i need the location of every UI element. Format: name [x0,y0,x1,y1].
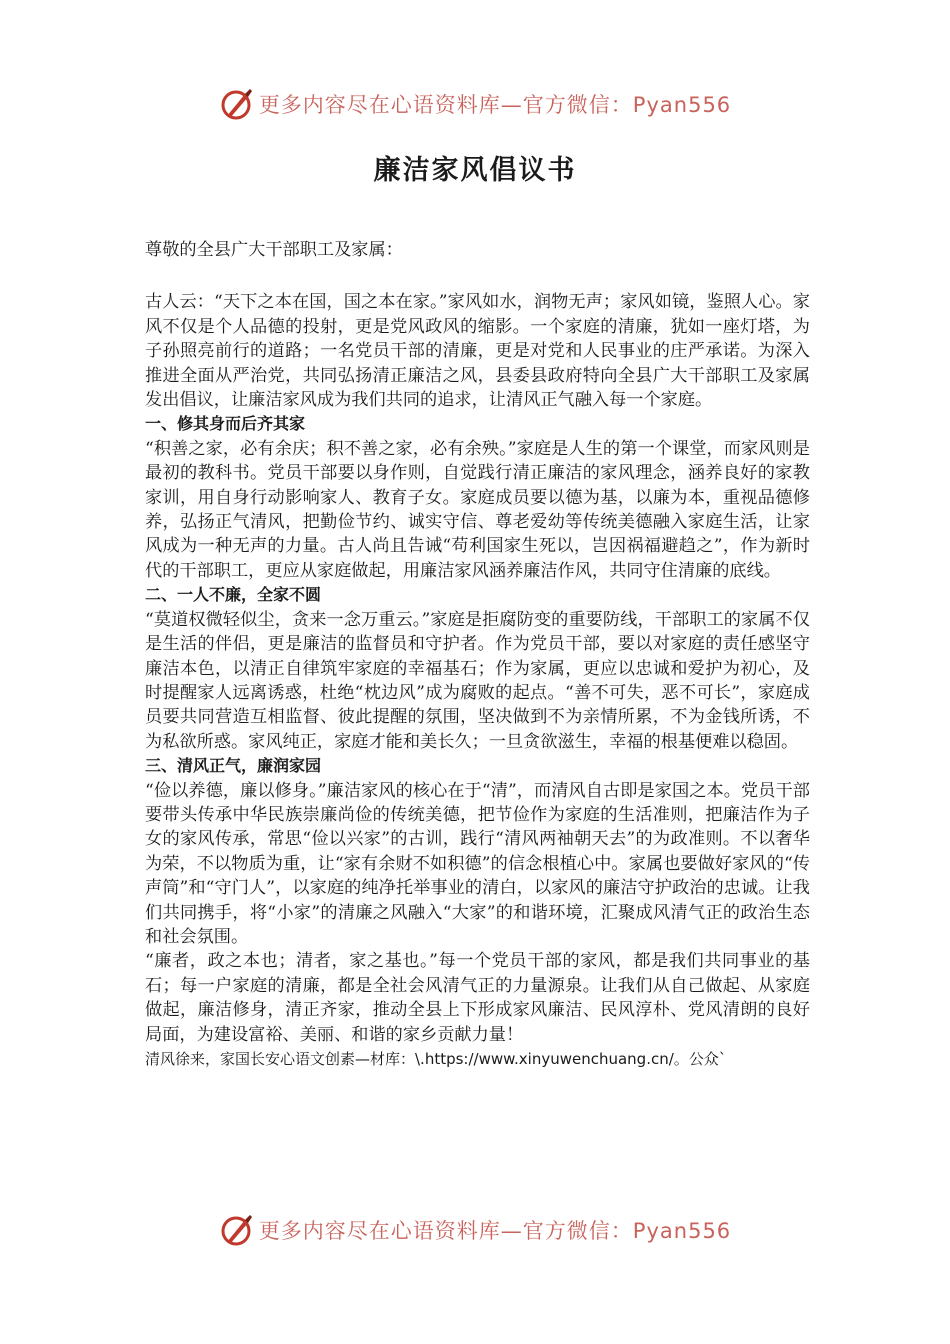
document-title: 廉洁家风倡议书 [373,155,577,186]
banner-text: 更多内容尽在心语资料库—官方微信：Pyan556 [258,93,732,117]
closing-paragraph: “廉者，政之本也；清者，家之基也。”每一个党员干部的家风，都是我们共同事业的基石；每一户家庭的清廉，都是全社会风清气正的力量源泉。让我们从自己做起、从家庭做起，廉洁修身，清正齐家，推动全县上下形成家风廉洁、民风淳朴、党风清朗的良好局面，为建设富裕、美丽、和谐的家乡贡献力量！ [145,951,810,1045]
section-heading-2: 二、一人不廉，全家不圆 [145,585,322,605]
banner-text: 更多内容尽在心语资料库—官方微信：Pyan556 [258,1219,732,1243]
brush-pen-logo-icon [219,1212,255,1248]
source-footnote: 清风徐来，家国长安心语文创素—材库：\.https://www.xinyuwenchuang.cn/。公众` [145,1050,727,1068]
intro-paragraph: 古人云：“天下之本在国，国之本在家。”家风如水，润物无声；家风如镜，鉴照人心。家风不仅是个人品德的投射，更是党风政风的缩影。一个家庭的清廉，犹如一座灯塔，为子孙照亮前行的道路；一名党员干部的清廉，更是对党和人民事业的庄严承诺。为深入推进全面从严治党，共同弘扬清正廉洁之风，县委县政府特向全县广大干部职工及家属发出倡议，让廉洁家风成为我们共同的追求，让清风正气融入每一个家庭。 [145,292,810,411]
salutation: 尊敬的全县广大干部职工及家属： [145,240,403,260]
section-body-3: “俭以养德，廉以修身。”廉洁家风的核心在于“清”，而清风自古即是家国之本。党员干部要带头传承中华民族崇廉尚俭的传统美德，把节俭作为家庭的生活准则，把廉洁作为子女的家风传承，常思“俭以兴家”的古训，践行“清风两袖朝天去”的为政准则。不以奢华为荣，不以物质为重，让“家有余财不如积德”的信念根植心中。家属也要做好家风的“传声筒”和“守门人”，以家庭的纯净托举事业的清白，以家风的廉洁守护政治的忠诚。让我们共同携手，将“小家”的清廉之风融入“大家”的和谐环境，汇聚成风清气正的政治生态和社会氛围。 [145,780,810,947]
document-body [145,238,810,1071]
footer-banner [0,1210,950,1250]
section-body-1: “积善之家，必有余庆；积不善之家，必有余殃。”家庭是人生的第一个课堂，而家风则是最初的教科书。党员干部要以身作则，自觉践行清正廉洁的家风理念，涵养良好的家教家训，用自身行动影响家人、教育子女。家庭成员要以德为基，以廉为本，重视品德修养，弘扬正气清风，把勤俭节约、诚实守信、尊老爱幼等传统美德融入家庭生活，让家风成为一种无声的力量。古人尚且告诫“苟利国家生死以，岂因祸福避趋之”，作为新时代的干部职工，更应从家庭做起，用廉洁家风涵养廉洁作风，共同守住清廉的底线。 [145,438,810,581]
section-heading-3: 三、清风正气，廉润家园 [145,756,322,776]
brush-pen-logo-icon [219,86,255,122]
header-banner [0,84,950,124]
section-heading-1: 一、修其身而后齐其家 [145,414,306,434]
section-body-2: “莫道权微轻似尘，贪来一念万重云。”家庭是拒腐防变的重要防线，干部职工的家属不仅是生活的伴侣，更是廉洁的监督员和守护者。作为党员干部，要以对家庭的责任感坚守廉洁本色，以清正自律筑牢家庭的幸福基石；作为家属，更应以忠诚和爱护为初心，及时提醒家人远离诱惑，杜绝“枕边风”成为腐败的起点。“善不可失，恶不可长”，家庭成员要共同营造互相监督、彼此提醒的氛围，坚决做到不为亲情所累，不为金钱所诱，不为私欲所惑。家风纯正，家庭才能和美长久；一旦贪欲滋生，幸福的根基便难以稳固。 [145,609,810,752]
